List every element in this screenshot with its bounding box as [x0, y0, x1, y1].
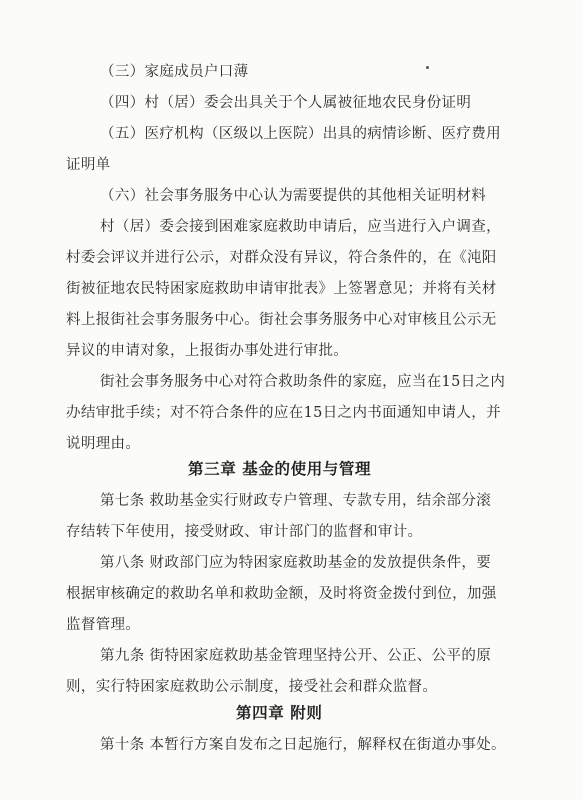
text-line: 办结审批手续；对不符合条件的应在15日之内书面通知申请人，并	[66, 405, 501, 421]
chapter-heading: 第四章 附则	[236, 703, 323, 722]
text-line: 第七条 救助基金实行财政专户管理、专款专用，结余部分滚	[100, 493, 492, 509]
text-line: 根据审核确定的救助名单和救助金额，及时将资金拨付到位，加强	[66, 586, 497, 602]
scan-speck	[426, 66, 429, 69]
text-line: 第九条 街特困家庭救助基金管理坚持公开、公正、公平的原	[100, 648, 492, 664]
text-line: （三）家庭成员户口薄	[100, 64, 249, 80]
chapter-heading: 第三章 基金的使用与管理	[188, 459, 372, 478]
text-line: 街社会事务服务中心对符合救助条件的家庭，应当在15日之内	[100, 374, 506, 390]
text-line: 则，实行特困家庭救助公示制度，接受社会和群众监督。	[66, 679, 438, 695]
text-line: 第八条 财政部门应为特困家庭救助基金的发放提供条件，要	[100, 555, 492, 571]
text-line: 存结转下年使用，接受财政、审计部门的监督和审计。	[66, 524, 423, 540]
text-line: 第十条 本暂行方案自发布之日起施行，解释权在街道办事处。	[100, 737, 506, 753]
text-line: 监督管理。	[66, 617, 141, 633]
text-line: （六）社会事务服务中心认为需要提供的其他相关证明材料	[100, 188, 487, 204]
text-line: 证明单	[66, 157, 111, 173]
text-line: 村（居）委会接到困难家庭救助申请后，应当进行入户调查，	[100, 219, 501, 235]
text-line: 异议的申请对象，上报街办事处进行审批。	[66, 343, 349, 359]
text-line: 说明理由。	[66, 436, 141, 452]
text-line: 街被征地农民特困家庭救助申请审批表》上签署意见；并将有关材	[66, 281, 497, 297]
text-line: （五）医疗机构（区级以上医院）出具的病情诊断、医疗费用	[100, 126, 501, 142]
text-line: 料上报街社会事务服务中心。街社会事务服务中心对审核且公示无	[66, 312, 497, 328]
text-line: 村委会评议并进行公示，对群众没有异议，符合条件的，在《沌阳	[66, 250, 497, 266]
text-line: （四）村（居）委会出具关于个人属被征地农民身份证明	[100, 95, 472, 111]
